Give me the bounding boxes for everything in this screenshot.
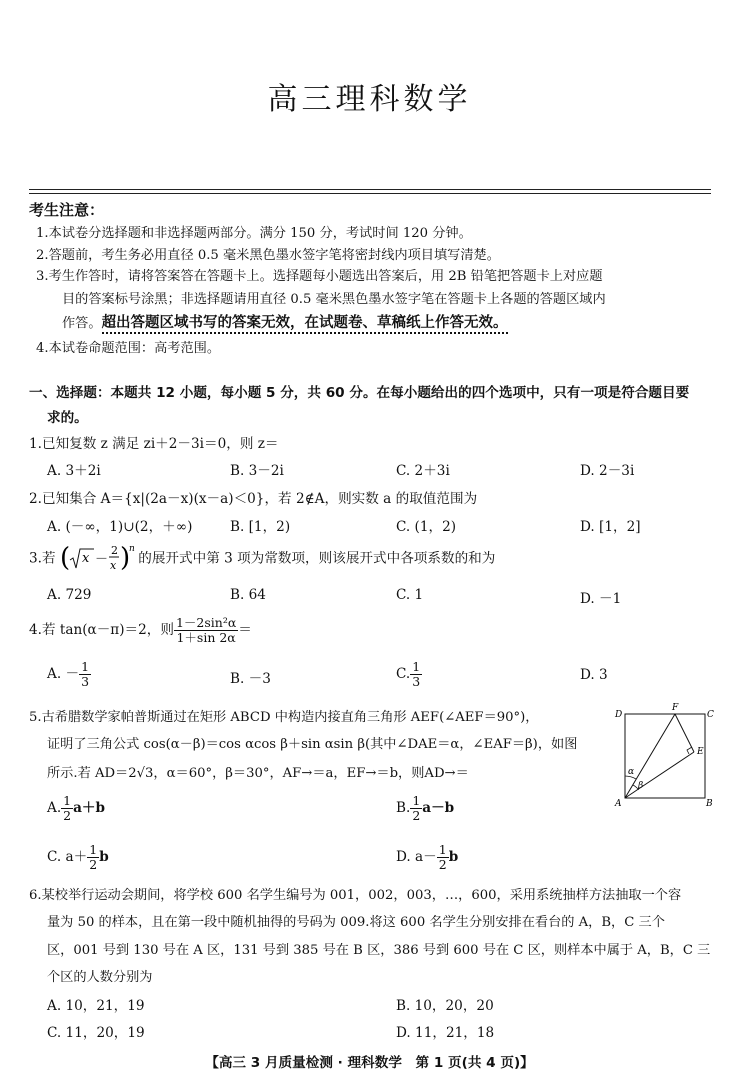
q6-stem-line-1: 6.某校举行运动会期间，将学校 600 名学生编号为 001，002，003，…，600，采用系统抽样方法抽取一个容 — [29, 888, 682, 903]
q5-stem-line-1: 5.古希腊数学家帕普斯通过在矩形 ABCD 中构造内接直角三角形 AEF(∠AEF＝90°)， — [29, 710, 539, 725]
notice-item-3-warning: 超出答题区域书写的答案无效，在试题卷、草稿纸上作答无效。 — [102, 315, 508, 334]
q4-option-c-label: C. — [396, 666, 411, 682]
q4-fraction-numerator: 1－2sin²α — [175, 615, 237, 630]
q5-option-d — [396, 843, 458, 872]
q1-option-d: D. 2－3i — [580, 463, 635, 479]
q4-option-a-fraction — [79, 660, 91, 689]
q3-option-a: A. 729 — [47, 587, 92, 603]
q1-option-c: C. 2＋3i — [396, 463, 450, 479]
q5-option-c-label: C. a＋ — [47, 849, 88, 865]
q4-option-a — [47, 660, 91, 689]
q4-option-a-numerator: 1 — [81, 659, 90, 674]
q4-stem-prefix: 4.若 tan(α－π)＝2，则 — [29, 622, 174, 638]
q4-fraction-denominator: 1＋sin 2α — [176, 630, 236, 645]
q4-option-c-denominator: 3 — [412, 674, 421, 689]
header-rule-top — [29, 189, 711, 190]
q5-option-c — [47, 843, 109, 872]
q2-option-a: A. (－∞，1)∪(2，＋∞) — [47, 519, 193, 535]
q3-option-b: B. 64 — [230, 587, 266, 603]
q4-fraction — [174, 616, 238, 645]
q2-option-c: C. (1，2) — [396, 519, 457, 535]
q1-option-a: A. 3＋2i — [47, 463, 101, 479]
q2-option-b: B. [1，2) — [230, 519, 291, 535]
q5-stem-line-3: 所示.若 AD＝2√3，α＝60°，β＝30°，AF→＝a，EF→＝b，则AD→＝ — [47, 766, 469, 781]
q5-option-b — [396, 794, 454, 823]
q1-option-b: B. 3－2i — [230, 463, 284, 479]
page-title: 高三理科数学 — [267, 82, 472, 117]
notice-item-2: 2.答题前，考生务必用直径 0.5 毫米黑色墨水签字笔将密封线内项目填写清楚。 — [36, 248, 500, 263]
section-heading-cont: 求的。 — [47, 410, 88, 426]
q3-stem-prefix: 3.若 — [29, 550, 56, 567]
notice-item-3-prefix: 作答。 — [62, 316, 102, 331]
svg-text:x: x — [81, 551, 90, 566]
q5-option-d-tail: b — [448, 849, 459, 865]
q5-option-a-half-den: 2 — [63, 808, 72, 823]
q5-option-a-tail: a＋b — [73, 800, 106, 816]
q5-option-d-half — [437, 843, 449, 872]
q5-option-c-tail: b — [99, 849, 109, 865]
q5-option-b-half — [410, 794, 422, 823]
q6-stem-line-3: 区，001 号到 130 号在 A 区，131 号到 385 号在 B 区，386 号到 600 号在 C 区，则样本中属于 A，B，C 三 — [47, 943, 711, 958]
fig-label-c: C — [707, 710, 714, 720]
svg-text:－: － — [94, 552, 108, 567]
fig-label-beta: β — [638, 781, 644, 791]
q5-option-b-half-den: 2 — [412, 808, 421, 823]
q1-stem: 1.已知复数 z 满足 zi＋2－3i＝0，则 z＝ — [29, 436, 279, 452]
q4-option-a-label: A. － — [47, 666, 80, 682]
fig-label-d: D — [615, 710, 623, 720]
q5-option-d-half-num: 1 — [438, 842, 447, 857]
notice-item-3-end — [62, 311, 508, 332]
q6-option-c: C. 11，20，19 — [47, 1025, 145, 1041]
page-footer: 【高三 3 月质量检测 · 理科数学 第 1 页(共 4 页)】 — [205, 1055, 534, 1071]
q4-option-d: D. 3 — [580, 667, 608, 683]
q4-option-a-denominator: 3 — [81, 674, 90, 689]
section-heading: 一、选择题：本题共 12 小题，每小题 5 分，共 60 分。在每小题给出的四个选项中，只有一项是符合题目要 — [29, 385, 690, 401]
q3-option-d: D. －1 — [580, 591, 622, 607]
q6-option-b: B. 10，20，20 — [396, 998, 494, 1014]
q5-stem-line-2: 证明了三角公式 cos(α－β)＝cos αcos β＋sin αsin β(其中∠DAE＝α，∠EAF＝β)，如图 — [47, 737, 578, 752]
svg-text:n: n — [128, 544, 135, 554]
notice-heading: 考生注意： — [29, 201, 105, 219]
q5-option-d-label: D. a－ — [396, 849, 437, 865]
q6-option-a: A. 10，21，19 — [47, 998, 145, 1014]
q5-option-b-tail: a－b — [422, 800, 455, 816]
q3-stem — [29, 542, 495, 576]
q5-option-d-half-den: 2 — [438, 857, 447, 872]
header-rule-bottom — [29, 193, 711, 194]
q6-stem-line-2: 量为 50 的样本，且在第一段中随机抽得的号码为 009.将这 600 名学生分别安排在看台的 A，B，C 三个 — [47, 915, 665, 930]
q5-rectangle-figure — [612, 700, 716, 812]
notice-item-1: 1.本试卷分选择题和非选择题两部分。满分 150 分，考试时间 120 分钟。 — [36, 226, 472, 241]
q4-option-c-fraction — [410, 660, 422, 689]
q4-option-c-numerator: 1 — [412, 659, 421, 674]
svg-text:(: ( — [59, 543, 71, 573]
fig-label-alpha: α — [628, 767, 635, 777]
q3-binomial-expression — [60, 542, 134, 576]
q4-option-b: B. －3 — [230, 671, 271, 687]
q5-option-b-half-num: 1 — [412, 793, 421, 808]
notice-item-3-cont: 目的答案标号涂黑；非选择题请用直径 0.5 毫米黑色墨水签字笔在答题卡上各题的答题区域内 — [62, 292, 606, 307]
notice-item-3: 3.考生作答时，请将答案答在答题卡上。选择题每小题选出答案后，用 2B 铅笔把答题卡上对应题 — [36, 269, 603, 284]
fig-label-a: A — [615, 799, 622, 809]
q3-stem-suffix: 的展开式中第 3 项为常数项，则该展开式中各项系数的和为 — [138, 550, 496, 567]
svg-text:2: 2 — [110, 544, 118, 557]
q4-stem — [29, 616, 252, 645]
svg-text:): ) — [119, 543, 131, 573]
fig-label-f: F — [672, 703, 679, 713]
q5-option-a-half-num: 1 — [63, 793, 72, 808]
q5-option-a-half — [61, 794, 73, 823]
q2-stem: 2.已知集合 A＝{x|(2a－x)(x－a)＜0}，若 2∉A，则实数 a 的取值范围为 — [29, 491, 478, 507]
svg-text:x: x — [109, 559, 117, 572]
notice-item-4: 4.本试卷命题范围：高考范围。 — [36, 341, 221, 356]
q3-option-c: C. 1 — [396, 587, 424, 603]
q2-option-d: D. [1，2] — [580, 519, 641, 535]
q5-option-c-half-num: 1 — [89, 842, 98, 857]
q5-option-c-half — [87, 843, 99, 872]
q5-option-a — [47, 794, 105, 823]
q5-option-c-half-den: 2 — [89, 857, 98, 872]
fig-label-e: E — [697, 747, 704, 757]
q4-option-c — [396, 660, 422, 689]
q4-stem-suffix: ＝ — [238, 622, 252, 638]
q6-stem-line-4: 个区的人数分别为 — [47, 970, 153, 985]
q5-option-a-label: A. — [47, 800, 62, 816]
q5-option-b-label: B. — [396, 800, 411, 816]
q6-option-d: D. 11，21，18 — [396, 1025, 495, 1041]
fig-label-b: B — [706, 799, 713, 809]
